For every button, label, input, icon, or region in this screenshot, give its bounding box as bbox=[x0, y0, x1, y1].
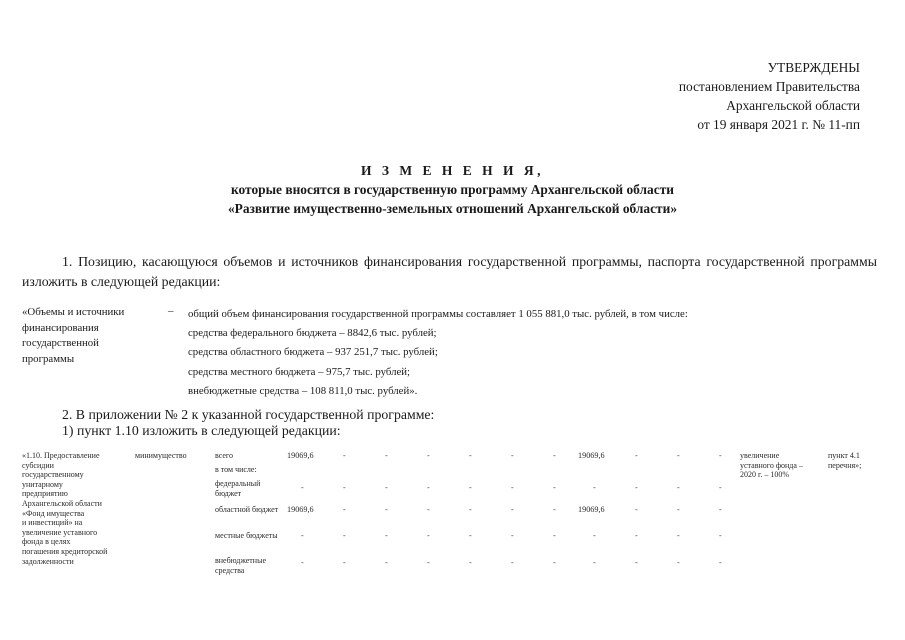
table-item-line: «Фонд имущества bbox=[22, 508, 85, 518]
table-dash: - bbox=[427, 558, 430, 567]
table-item-description bbox=[22, 451, 130, 566]
table-dash: - bbox=[677, 531, 680, 540]
table-dash: - bbox=[343, 558, 346, 567]
document-subtitle-2: «Развитие имущественно-земельных отношений Архангельской области» bbox=[227, 201, 678, 216]
table-result-line: увеличение bbox=[740, 451, 780, 460]
table-dash: - bbox=[385, 451, 388, 460]
table-dash: - bbox=[427, 483, 430, 492]
table-value-local: - bbox=[301, 531, 304, 540]
table-source-local: местные бюджеты bbox=[215, 531, 278, 540]
funding-details bbox=[188, 305, 688, 401]
table-dash: - bbox=[635, 451, 638, 460]
table-dash: - bbox=[427, 505, 430, 514]
table-item-line: государственному bbox=[22, 470, 84, 480]
table-dash: - bbox=[719, 483, 722, 492]
funding-line: средства областного бюджета – 937 251,7 тыс. рублей; bbox=[188, 346, 438, 359]
table-dash: - bbox=[427, 451, 430, 460]
table-dash: - bbox=[511, 483, 514, 492]
table-responsible-executor: минимущество bbox=[135, 451, 187, 460]
table-dash: - bbox=[469, 451, 472, 460]
approval-line-3: Архангельской области bbox=[726, 98, 860, 113]
funding-label-line: финансирования bbox=[22, 321, 99, 334]
table-result-line: 2020 г. – 100% bbox=[740, 470, 790, 480]
table-result-line: уставного фонда – bbox=[740, 460, 803, 470]
table-dash: - bbox=[469, 531, 472, 540]
section-2-heading: 2. В приложении № 2 к указанной государственной программе: bbox=[62, 407, 435, 422]
table-dash: - bbox=[385, 505, 388, 514]
funding-label-line: «Объемы и источники bbox=[22, 306, 125, 318]
approval-line-1: УТВЕРЖДЕНЫ bbox=[767, 60, 860, 75]
table-source-extrabudgetary: внебюджетные средства bbox=[215, 556, 266, 575]
table-dash: - bbox=[719, 531, 722, 540]
table-value-2020: 19069,6 bbox=[578, 451, 605, 460]
section-2-item-1: 1) пункт 1.10 изложить в следующей редакции: bbox=[62, 423, 341, 438]
table-item-line: предприятию bbox=[22, 489, 68, 499]
table-dash: - bbox=[635, 483, 638, 492]
table-dash: - bbox=[553, 558, 556, 567]
table-item-line: унитарному bbox=[22, 479, 63, 489]
table-dash: - bbox=[635, 505, 638, 514]
table-value-local-2020: - bbox=[593, 531, 596, 540]
table-value-regional: 19069,6 bbox=[287, 505, 314, 514]
table-dash: - bbox=[719, 505, 722, 514]
table-dash: - bbox=[469, 483, 472, 492]
table-link-line: перечня»; bbox=[828, 460, 862, 470]
table-item-line: погашения кредиторской bbox=[22, 546, 108, 556]
table-dash: - bbox=[511, 558, 514, 567]
table-dash: - bbox=[553, 505, 556, 514]
table-source-federal: федеральный бюджет bbox=[215, 479, 261, 498]
table-dash: - bbox=[553, 451, 556, 460]
table-dash: - bbox=[343, 531, 346, 540]
table-item-line: Архангельской области bbox=[22, 498, 102, 508]
funding-line: внебюджетные средства – 108 811,0 тыс. рублей». bbox=[188, 384, 418, 397]
approval-block bbox=[679, 58, 860, 134]
table-value-extrabudgetary: - bbox=[301, 558, 304, 567]
table-source-including: в том числе: bbox=[215, 465, 257, 474]
table-dash: - bbox=[385, 531, 388, 540]
table-item-line: фонда в целях bbox=[22, 537, 71, 547]
table-dash: - bbox=[511, 451, 514, 460]
table-source-regional: областной бюджет bbox=[215, 505, 279, 514]
table-dash: - bbox=[677, 451, 680, 460]
table-dash: - bbox=[635, 558, 638, 567]
funding-line: средства местного бюджета – 975,7 тыс. рублей; bbox=[188, 365, 411, 378]
table-dash: - bbox=[677, 558, 680, 567]
table-item-line: задолженности bbox=[22, 556, 74, 566]
table-dash: - bbox=[343, 483, 346, 492]
table-expected-result bbox=[740, 451, 822, 480]
table-value-total: 19069,6 bbox=[287, 451, 314, 460]
table-source-total: всего bbox=[215, 451, 234, 460]
funding-line: общий объем финансирования государственной программы составляет 1 055 881,0 тыс. рублей, в том числе: bbox=[188, 308, 688, 320]
paragraph-1: 1. Позицию, касающуюся объемов и источников финансирования государственной программы, паспорта государственной программы изложить в следующей редакции: bbox=[22, 254, 877, 289]
table-value-federal-2020: - bbox=[593, 483, 596, 492]
table-dash: - bbox=[677, 483, 680, 492]
table-dash: - bbox=[719, 451, 722, 460]
table-value-regional-2020: 19069,6 bbox=[578, 505, 605, 514]
funding-label bbox=[22, 305, 152, 367]
table-dash: - bbox=[553, 483, 556, 492]
table-item-line: субсидии bbox=[22, 460, 54, 470]
table-item-line: увеличение уставного bbox=[22, 527, 98, 537]
table-dash: - bbox=[719, 558, 722, 567]
funding-label-line: государственной bbox=[22, 337, 99, 349]
table-value-federal: - bbox=[301, 483, 304, 492]
table-indicator-link bbox=[828, 451, 888, 470]
table-dash: - bbox=[553, 531, 556, 540]
table-dash: - bbox=[635, 531, 638, 540]
funding-line: средства федерального бюджета – 8842,6 тыс. рублей; bbox=[188, 327, 437, 340]
funding-label-line: программы bbox=[22, 352, 75, 365]
table-item-line: и инвестиций» на bbox=[22, 518, 83, 528]
table-dash: - bbox=[469, 505, 472, 514]
table-dash: - bbox=[677, 505, 680, 514]
table-dash: - bbox=[343, 451, 346, 460]
funding-dash: – bbox=[168, 305, 174, 317]
document-heading: И З М Е Н Е Н И Я, bbox=[360, 163, 544, 178]
table-dash: - bbox=[511, 505, 514, 514]
table-link-line: пункт 4.1 bbox=[828, 451, 860, 460]
table-dash: - bbox=[469, 558, 472, 567]
table-dash: - bbox=[427, 531, 430, 540]
table-dash: - bbox=[511, 531, 514, 540]
table-value-extrabudgetary-2020: - bbox=[593, 558, 596, 567]
table-dash: - bbox=[343, 505, 346, 514]
table-dash: - bbox=[385, 558, 388, 567]
document-subtitle-1: которые вносятся в государственную программу Архангельской области bbox=[230, 182, 674, 197]
approval-line-2: постановлением Правительства bbox=[678, 79, 860, 94]
table-dash: - bbox=[385, 483, 388, 492]
table-item-line: «1.10. Предоставление bbox=[22, 451, 100, 460]
approval-line-4: от 19 января 2021 г. № 11-пп bbox=[697, 117, 860, 132]
